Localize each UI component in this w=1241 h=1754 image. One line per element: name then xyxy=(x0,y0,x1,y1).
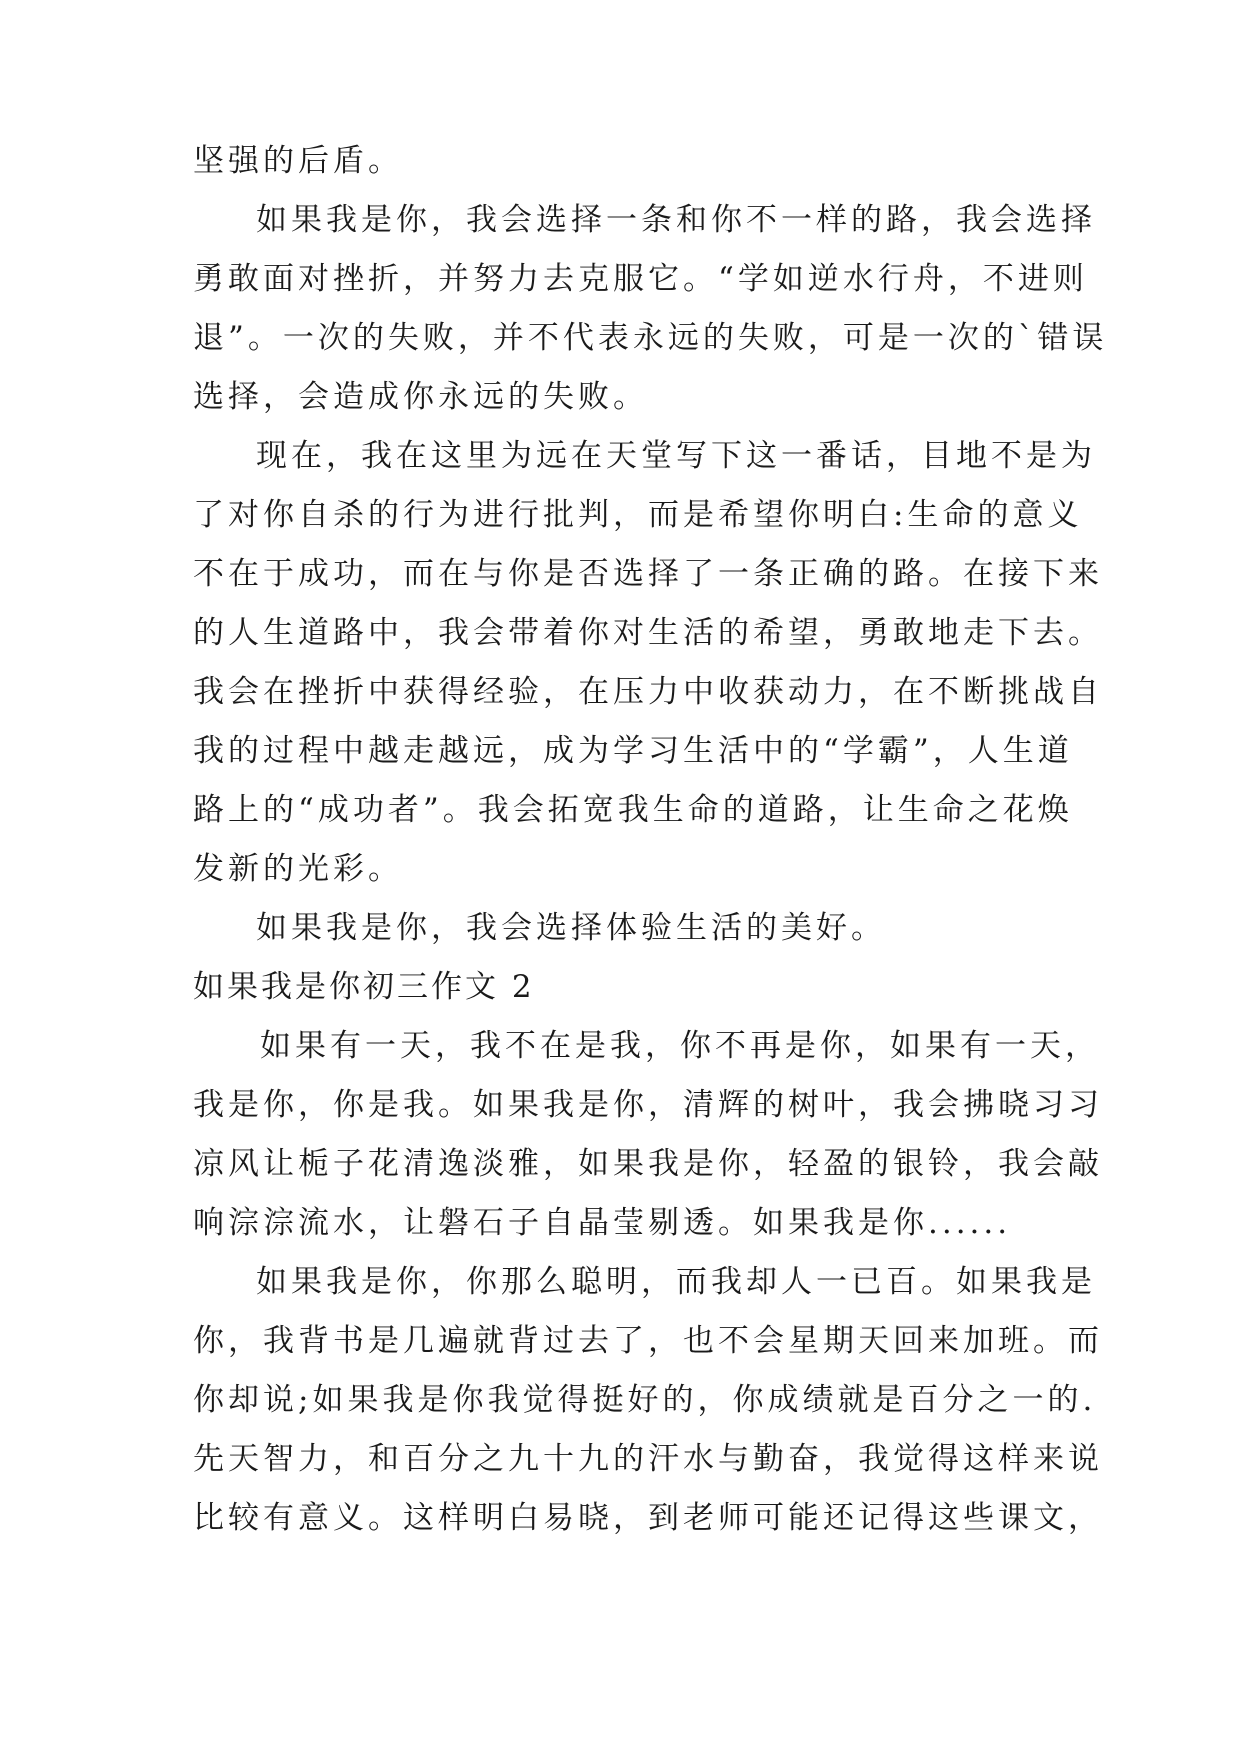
paragraph-first-line: 如果我是你，我会选择一条和你不一样的路，我会选择 xyxy=(256,202,1096,238)
text-line: 选择，会造成你永远的失败。 xyxy=(193,379,648,415)
text-line: 了对你自杀的行为进行批判，而是希望你明白:生命的意义 xyxy=(193,497,1083,533)
paragraph-first-line: 如果我是你，我会选择体验生活的美好。 xyxy=(256,910,886,946)
text-line: 退”。一次的失败，并不代表永远的失败，可是一次的`错误 xyxy=(193,320,1108,356)
text-line: 坚强的后盾。 xyxy=(193,143,403,179)
text-line: 我是你，你是我。如果我是你，清辉的树叶，我会拂晓习习 xyxy=(193,1087,1103,1123)
text-line: 我会在挫折中获得经验，在压力中收获动力，在不断挑战自 xyxy=(193,674,1103,710)
paragraph-first-line: 如果有一天，我不在是我，你不再是你，如果有一天， xyxy=(260,1028,1100,1064)
text-line: 不在于成功，而在与你是否选择了一条正确的路。在接下来 xyxy=(193,556,1103,592)
text-line: 你，我背书是几遍就背过去了，也不会星期天回来加班。而 xyxy=(193,1323,1103,1359)
text-line: 的人生道路中，我会带着你对生活的希望，勇敢地走下去。 xyxy=(193,615,1103,651)
text-line: 响淙淙流水，让磐石子自晶莹剔透。如果我是你...... xyxy=(193,1205,1012,1241)
text-line: 先天智力，和百分之九十九的汗水与勤奋，我觉得这样来说 xyxy=(193,1441,1103,1477)
text-line: 你却说;如果我是你我觉得挺好的，你成绩就是百分之一的. xyxy=(193,1382,1097,1418)
text-line: 路上的“成功者”。我会拓宽我生命的道路，让生命之花焕 xyxy=(193,792,1073,828)
text-line: 勇敢面对挫折，并努力去克服它。“学如逆水行舟，不进则 xyxy=(193,261,1088,297)
section-heading: 如果我是你初三作文 2 xyxy=(193,969,535,1005)
text-line: 发新的光彩。 xyxy=(193,851,403,887)
text-line: 凉风让栀子花清逸淡雅，如果我是你，轻盈的银铃，我会敲 xyxy=(193,1146,1103,1182)
text-line: 比较有意义。这样明白易晓，到老师可能还记得这些课文， xyxy=(193,1500,1103,1536)
text-line: 我的过程中越走越远，成为学习生活中的“学霸”，人生道 xyxy=(193,733,1073,769)
paragraph-first-line: 现在，我在这里为远在天堂写下这一番话，目地不是为 xyxy=(256,438,1096,474)
paragraph-first-line: 如果我是你，你那么聪明，而我却人一已百。如果我是 xyxy=(256,1264,1096,1300)
